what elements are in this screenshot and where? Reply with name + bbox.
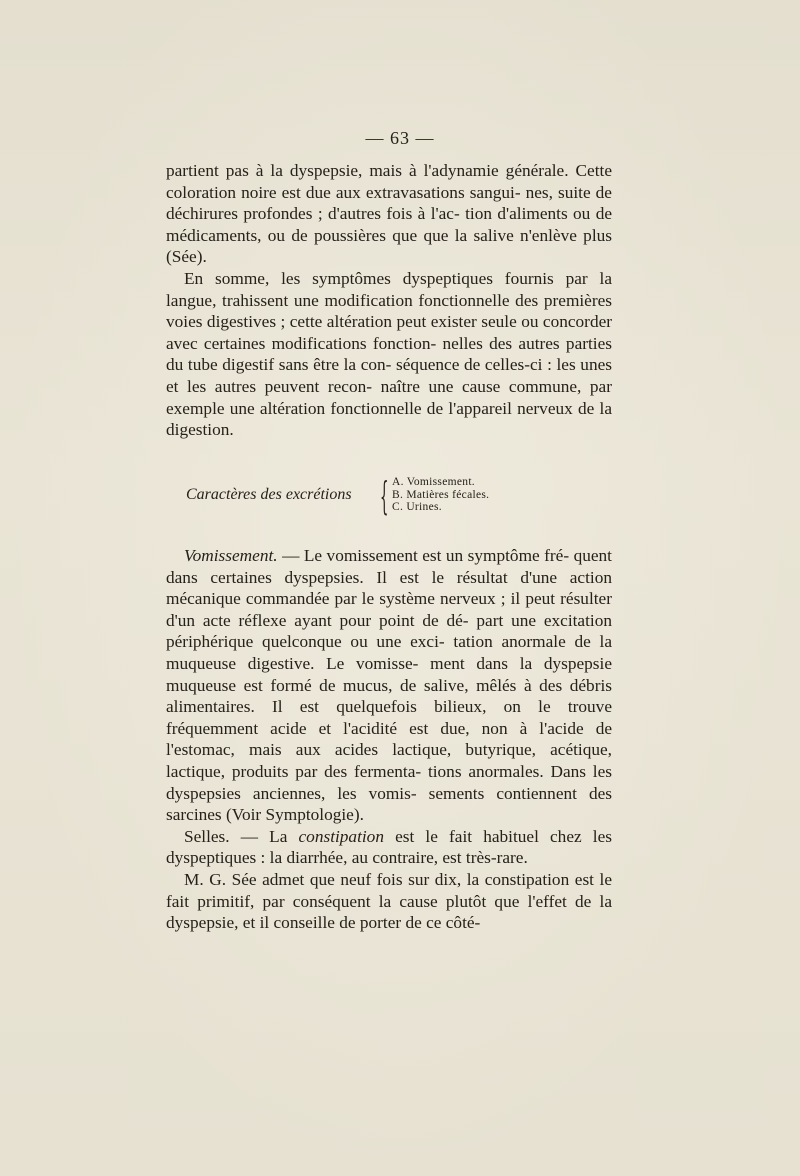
text-line: premières voies digestives ; cette altération peut exister bbox=[166, 290, 613, 332]
paragraph-selles bbox=[166, 826, 612, 869]
text-line: Cette coloration noire est due aux extravasations sangui- bbox=[166, 161, 612, 202]
table-item: A. Vomissement. bbox=[392, 476, 475, 488]
table-label: Caractères des excrétions bbox=[186, 486, 352, 503]
text-line: ment dans la dyspepsie muqueuse est formé de mucus, de bbox=[166, 653, 613, 695]
text-line: fonctionnelle de l'appareil nerveux de la digestion. bbox=[166, 398, 612, 440]
paragraph-vomissement bbox=[166, 545, 612, 826]
excretions-table bbox=[186, 474, 586, 518]
text-line: — Le vomissement est un symptôme fré- bbox=[277, 546, 570, 565]
text-line: est le fait primitif, par conséquent la cause plutôt que bbox=[166, 869, 612, 911]
emphasis-constipation: constipation bbox=[298, 826, 384, 846]
table-items bbox=[392, 476, 489, 514]
paragraph-en-somme bbox=[166, 268, 612, 441]
paragraph-coloration bbox=[166, 160, 612, 268]
text-line: l'effet de la dyspepsie, et il conseille de porter de ce côté- bbox=[166, 891, 612, 933]
text-line: En somme, les symptômes dyspeptiques fournis par la bbox=[184, 268, 612, 288]
text-line: tation anormale de la muqueuse digestive. Le vomisse- bbox=[166, 632, 612, 673]
text-line: il peut résulter d'un acte réflexe ayant pour point de dé- bbox=[166, 589, 612, 630]
text-line: tions anormales. Dans les dyspepsies anciennes, les vomis- bbox=[166, 761, 612, 803]
page-number: — 63 — bbox=[365, 128, 435, 148]
text-line: langue, trahissent une modification fonctionnelle des bbox=[166, 290, 539, 310]
section-title-selles: Selles. — La bbox=[184, 826, 299, 846]
text-line: est le fait habituel chez les bbox=[383, 826, 612, 846]
text-line: due, non à l'acide de l'estomac, mais aux acides lactique, bbox=[166, 718, 613, 760]
text-line: nes, suite de déchirures profondes ; d'autres fois à l'ac- bbox=[166, 182, 612, 224]
text-line: bilieux, on le trouve fréquemment acide et l'acidité est bbox=[166, 697, 612, 738]
text-line: partient pas à la dyspepsie, mais à l'adynamie générale. bbox=[166, 161, 569, 180]
section-title-vomissement: Vomissement. bbox=[184, 546, 278, 565]
table-item: B. Matières fécales. bbox=[392, 488, 490, 501]
text-line: M. G. Sée admet que neuf fois sur dix, la constipation bbox=[184, 869, 570, 889]
text-line: sements contiennent des sarcines (Voir Symptologie). bbox=[166, 783, 612, 825]
text-line: naître une cause commune, par exemple une altération bbox=[166, 376, 612, 418]
text-line: salive, mêlés à des débris alimentaires. Il est quelquefois bbox=[166, 675, 612, 717]
text-block-top bbox=[166, 160, 612, 441]
text-line: quent dans certaines dyspepsies. Il est le résultat d'une bbox=[166, 546, 612, 587]
text-block-bottom bbox=[166, 545, 612, 934]
text-line: part une excitation périphérique quelconque ou une exci- bbox=[166, 610, 612, 652]
text-line: seule ou concorder avec certaines modifications fonction- bbox=[166, 312, 613, 353]
text-line: tion d'aliments ou de médicaments, ou de poussières que bbox=[166, 204, 613, 245]
paragraph-see bbox=[166, 869, 612, 934]
text-line: que la salive n'enlève plus (Sée). bbox=[166, 225, 612, 267]
brace-symbol: { bbox=[380, 474, 389, 518]
text-line: séquence de celles-ci : les unes et les autres peuvent recon- bbox=[166, 355, 612, 396]
table-item: C. Urines. bbox=[392, 501, 442, 513]
text-line: dyspeptiques : la diarrhée, au contraire, est très-rare. bbox=[166, 848, 528, 868]
text-line: butyrique, acétique, lactique, produits par des fermenta- bbox=[166, 740, 612, 781]
text-line: nelles des autres parties du tube digestif sans être la con- bbox=[166, 333, 612, 375]
text-line: action mécanique commandée par le système nerveux ; bbox=[166, 567, 612, 609]
